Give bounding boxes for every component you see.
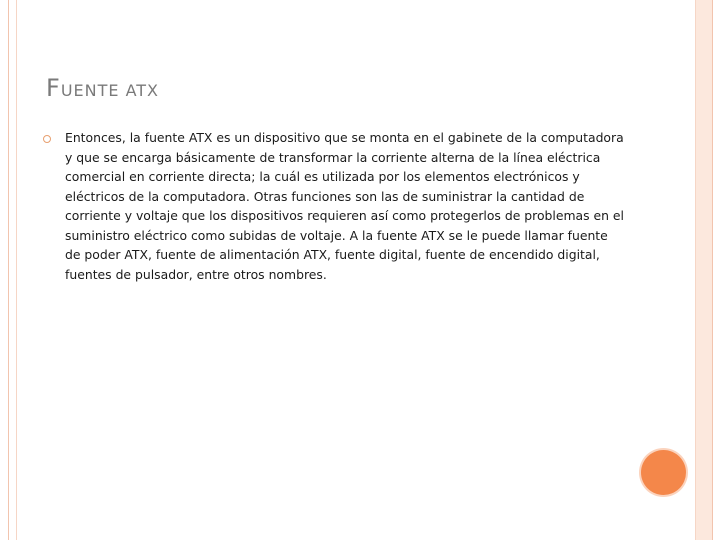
decorative-circle-icon bbox=[641, 450, 686, 495]
slide-title bbox=[46, 74, 159, 102]
title-initial: F bbox=[46, 74, 61, 102]
body-paragraph: Entonces, la fuente ATX es un dispositivo que se monta en el gabinete de la computadora y que se encarga básicamente de transformar la corriente alterna de la línea eléctrica comercial en corriente directa; la cuál es utilizada por los elementos electrónicos y eléctricos de la computadora. Otras funciones son las de suministrar la cantidad de corriente y voltaje que los dispositivos requieren así como protegerlos de problemas en el suministro eléctrico como subidas de voltaje. A la fuente ATX se le puede llamar fuente de poder ATX, fuente de alimentación ATX, fuente digital, fuente de encendido digital, fuentes de pulsador, entre otros nombres. bbox=[65, 130, 624, 282]
bullet-icon bbox=[43, 135, 51, 143]
title-rest: UENTE ATX bbox=[60, 81, 160, 100]
